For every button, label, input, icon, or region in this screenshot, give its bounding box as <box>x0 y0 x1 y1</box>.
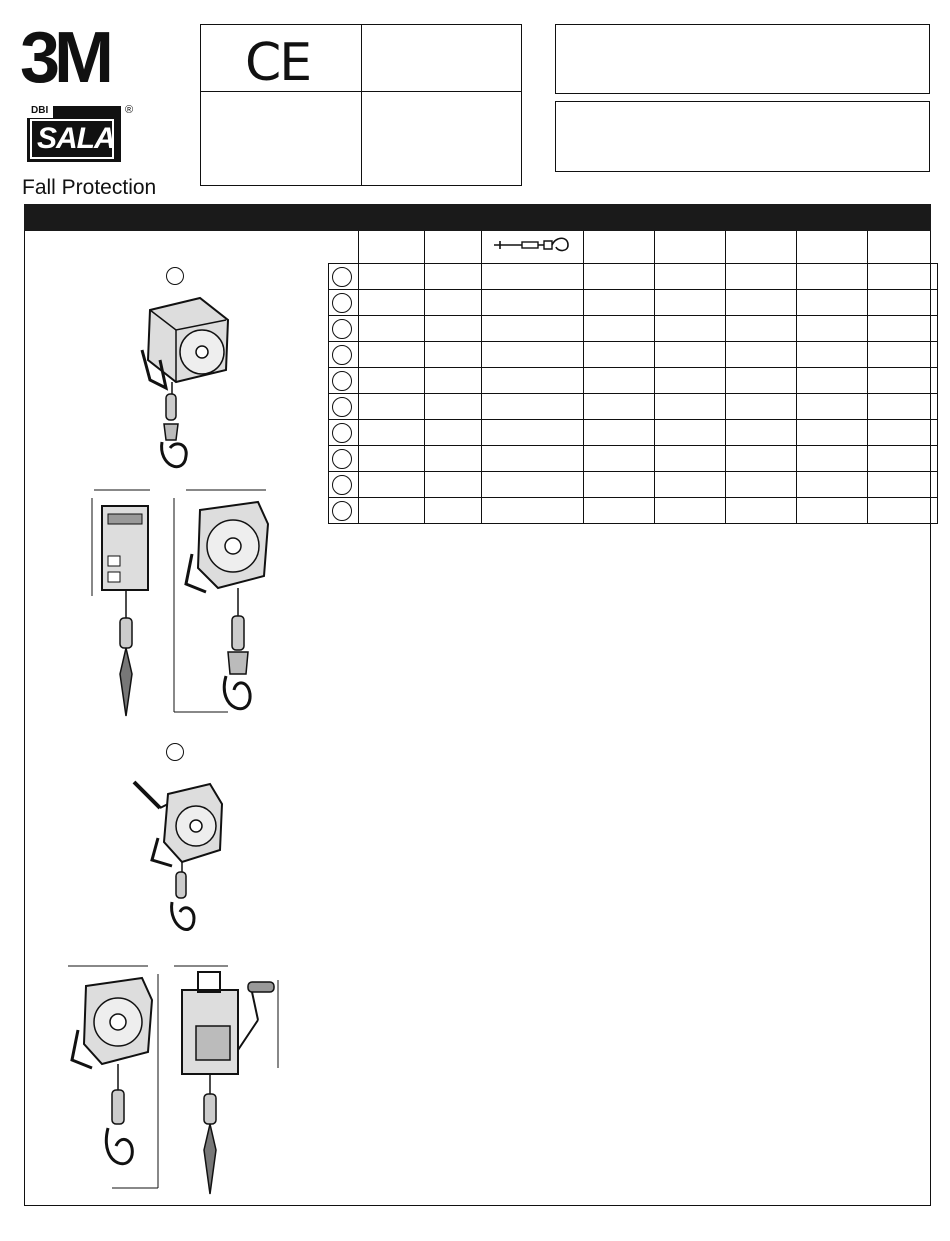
tagline: Fall Protection <box>22 176 157 199</box>
table-header-row <box>329 231 938 264</box>
snap-hook-lanyard-icon <box>481 231 583 264</box>
3m-logo: 3M <box>20 18 109 98</box>
table-row <box>329 420 938 446</box>
spec-table <box>328 231 938 524</box>
table-row <box>329 342 938 368</box>
figure-a-marker-icon <box>166 267 184 285</box>
table-row <box>329 472 938 498</box>
srl-winch-dimension-drawing <box>62 960 284 1200</box>
row-marker-icon <box>332 371 352 391</box>
row-marker-icon <box>332 423 352 443</box>
dbi-sala-logo <box>25 104 137 166</box>
sala-text: SALA <box>37 122 115 155</box>
ce-mark: CE <box>245 33 311 93</box>
srl-winch-isometric-illustration <box>128 768 238 948</box>
row-marker-icon <box>332 293 352 313</box>
table-row <box>329 368 938 394</box>
row-marker-icon <box>332 397 352 417</box>
row-marker-icon <box>332 449 352 469</box>
table-row <box>329 290 938 316</box>
row-marker-icon <box>332 475 352 495</box>
table-row <box>329 498 938 524</box>
row-marker-icon <box>332 345 352 365</box>
srl-dimension-drawing <box>88 484 278 724</box>
srl-isometric-illustration <box>130 290 240 480</box>
row-marker-icon <box>332 501 352 521</box>
table-row <box>329 264 938 290</box>
info-box-bottom <box>555 101 930 172</box>
registered-mark: ® <box>125 104 134 116</box>
row-marker-icon <box>332 267 352 287</box>
info-box-top <box>555 24 930 94</box>
certification-box <box>200 24 522 186</box>
table-row <box>329 316 938 342</box>
table-row <box>329 446 938 472</box>
row-marker-icon <box>332 319 352 339</box>
table-row <box>329 394 938 420</box>
section-header-bar <box>24 204 931 231</box>
figure-b-marker-icon <box>166 743 184 761</box>
dbi-text: DBI <box>31 105 49 116</box>
